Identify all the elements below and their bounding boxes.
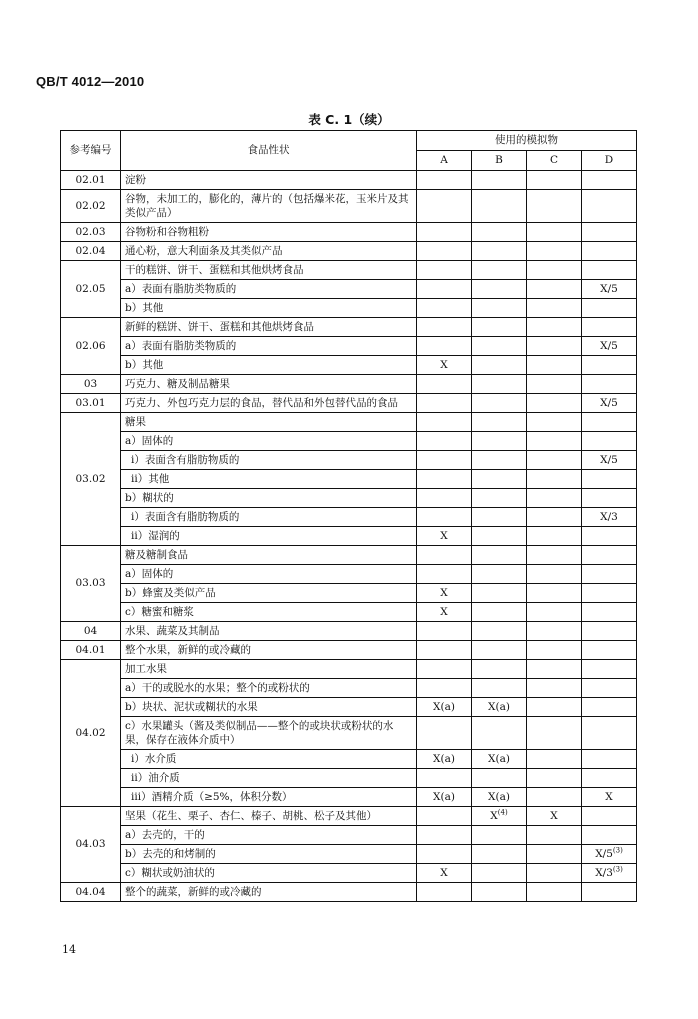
table-row [61,788,637,807]
ref-code: 02.03 [61,223,121,242]
table-row [61,603,637,622]
table-row [61,717,637,750]
ref-code: 04.03 [61,807,121,883]
food-desc: 谷物，未加工的，膨化的，薄片的（包括爆米花，玉米片及其类似产品） [121,190,417,223]
table-row [61,190,637,223]
food-desc: 水果、蔬菜及其制品 [121,622,417,641]
food-desc: c）水果罐头（酱及类似制品——整个的或块状或粉状的水果，保存在液体介质中） [121,717,417,750]
mark-a: X [417,864,472,883]
table-row [61,864,637,883]
table-row [61,470,637,489]
food-desc: a）固体的 [121,565,417,584]
food-desc: ii）油介质 [121,769,417,788]
food-desc: 糖果 [121,413,417,432]
food-desc: a）表面有脂肪类物质的 [121,337,417,356]
table-row [61,337,637,356]
mark-b: X(a) [472,788,527,807]
mark-d: X/5 [582,394,637,413]
mark-a: X [417,584,472,603]
mark-a: X [417,603,472,622]
table-row [61,807,637,826]
food-desc: 整个水果，新鲜的或冷藏的 [121,641,417,660]
food-desc: iii）酒精介质（≥5%，体积分数） [121,788,417,807]
header-col-d: D [582,151,637,171]
table-row [61,242,637,261]
table-row [61,845,637,864]
table-row [61,622,637,641]
food-desc: 谷物粉和谷物粗粉 [121,223,417,242]
mark-d: X/3$^{(3)}$ [582,864,637,883]
food-desc: c）糖蜜和糖浆 [121,603,417,622]
food-desc: 干的糕饼、饼干、蛋糕和其他烘烤食品 [121,261,417,280]
table-row [61,356,637,375]
table-row [61,750,637,769]
table-row [61,527,637,546]
footnote-ref: (3) [612,846,623,855]
food-desc: 坚果（花生、栗子、杏仁、榛子、胡桃、松子及其他） [121,807,417,826]
food-desc: i）表面含有脂肪物质的 [121,508,417,527]
food-desc: 通心粉，意大利面条及其类似产品 [121,242,417,261]
table-row [61,394,637,413]
ref-code: 04.01 [61,641,121,660]
table-row [61,280,637,299]
page-number: 14 [62,943,76,956]
table-row [61,679,637,698]
food-desc: 糖及糖制食品 [121,546,417,565]
table-row [61,413,637,432]
table-row [61,584,637,603]
table-row [61,489,637,508]
table-row [61,546,637,565]
food-desc: 巧克力、外包巧克力层的食品，替代品和外包替代品的食品 [121,394,417,413]
mark-d: X/5 [582,280,637,299]
table-row [61,223,637,242]
mark-b: X(a) [472,750,527,769]
ref-code: 03.02 [61,413,121,546]
table-row [61,641,637,660]
ref-code: 02.06 [61,318,121,375]
mark-d: X/5 [582,337,637,356]
header-ref-no: 参考编号 [61,131,121,171]
ref-code: 03 [61,375,121,394]
footnote-ref: (3) [612,865,623,874]
food-desc: 新鲜的糕饼、饼干、蛋糕和其他烘烤食品 [121,318,417,337]
table-row [61,451,637,470]
mark-a: X(a) [417,788,472,807]
food-desc: c）糊状或奶油状的 [121,864,417,883]
food-desc: a）表面有脂肪类物质的 [121,280,417,299]
ref-code: 04 [61,622,121,641]
food-desc: b）去壳的和烤制的 [121,845,417,864]
ref-code: 02.02 [61,190,121,223]
food-desc: b）蜂蜜及类似产品 [121,584,417,603]
food-desc: a）去壳的，干的 [121,826,417,845]
simulant-table [60,130,637,902]
food-desc: b）其他 [121,299,417,318]
table-row [61,883,637,902]
food-desc: b）其他 [121,356,417,375]
food-desc: 整个的蔬菜，新鲜的或冷藏的 [121,883,417,902]
ref-code: 02.05 [61,261,121,318]
food-desc: 加工水果 [121,660,417,679]
mark-d: X/5 [582,451,637,470]
food-desc: ii）其他 [121,470,417,489]
mark-d: X/5$^{(3)}$ [582,845,637,864]
food-desc: 淀粉 [121,171,417,190]
header-col-a: A [417,151,472,171]
mark-b: X(a) [472,698,527,717]
mark-a: X [417,527,472,546]
header-simulants: 使用的模拟物 [417,131,637,151]
table-row [61,769,637,788]
food-desc: i）表面含有脂肪物质的 [121,451,417,470]
food-desc: b）糊状的 [121,489,417,508]
table-row [61,318,637,337]
header-food: 食品性状 [121,131,417,171]
footnote-ref: (4) [497,808,508,817]
table-row [61,375,637,394]
food-desc: ii）湿润的 [121,527,417,546]
table-row [61,261,637,280]
table-row [61,432,637,451]
mark-c: X [527,807,582,826]
table-row [61,660,637,679]
food-desc: b）块状、泥状或糊状的水果 [121,698,417,717]
mark-a: X(a) [417,750,472,769]
table-row [61,565,637,584]
table-row [61,698,637,717]
table-title: 表 C. 1（续） [308,112,390,127]
document-id: QB/T 4012—2010 [36,74,145,89]
ref-code: 02.01 [61,171,121,190]
ref-code: 02.04 [61,242,121,261]
food-desc: a）干的或脱水的水果；整个的或粉状的 [121,679,417,698]
food-desc: a）固体的 [121,432,417,451]
mark-b: $X^{(4)}$ [472,807,527,826]
ref-code: 04.02 [61,660,121,807]
mark-d: X [582,788,637,807]
header-col-b: B [472,151,527,171]
ref-code: 04.04 [61,883,121,902]
mark-d: X/3 [582,508,637,527]
mark-a: X [417,356,472,375]
table-row [61,826,637,845]
ref-code: 03.03 [61,546,121,622]
food-desc: 巧克力、糖及制品糖果 [121,375,417,394]
table-row [61,508,637,527]
mark-a: X(a) [417,698,472,717]
food-desc: i）水介质 [121,750,417,769]
ref-code: 03.01 [61,394,121,413]
table-row [61,171,637,190]
header-col-c: C [527,151,582,171]
table-row [61,299,637,318]
